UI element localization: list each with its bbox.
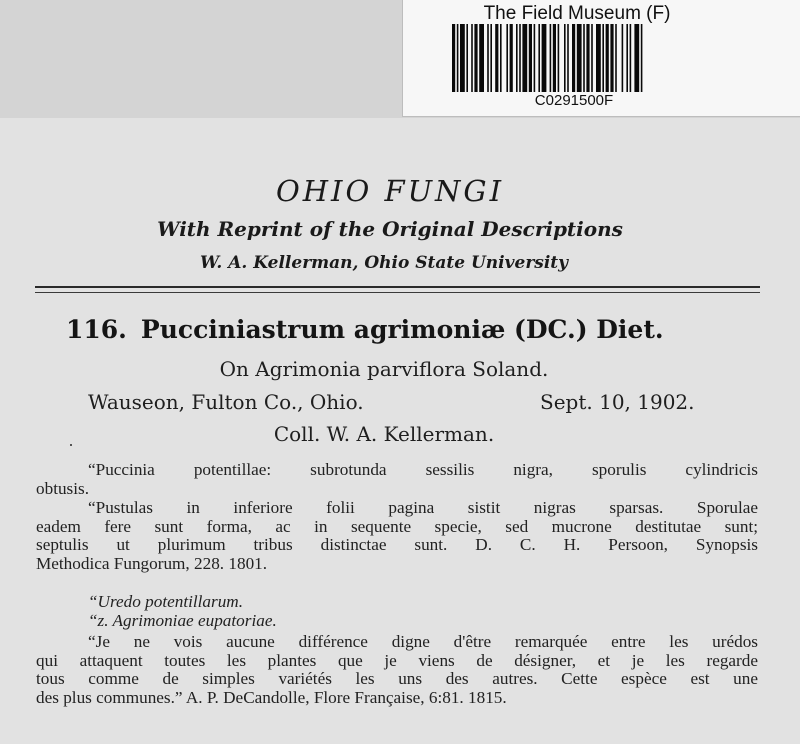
description-paragraph-3 xyxy=(36,593,758,612)
specimen-number: 116. xyxy=(66,315,127,344)
institution-name: The Field Museum (F) xyxy=(483,3,671,24)
description-paragraph-1 xyxy=(36,461,758,498)
collector: Coll. W. A. Kellerman. xyxy=(273,422,495,446)
species-name: Pucciniastrum agrimoniæ (DC.) Diet. xyxy=(140,315,664,344)
text-line: tous comme de simples variétés les uns des autres. Cette espèce est une xyxy=(36,669,758,688)
catalog-number: C0291500F xyxy=(534,92,614,109)
text-line: “Pustulas in inferiore folii pagina sistit nigras sparsas. Sporulae xyxy=(88,498,758,517)
locality: Wauseon, Fulton Co., Ohio. xyxy=(88,390,364,414)
text-line: obtusis. xyxy=(36,478,90,498)
series-subtitle: With Reprint of the Original Descriptions xyxy=(157,217,623,241)
text-line: eadem fere sunt forma, ac in sequente specie, sed mucrone destitutae sunt; xyxy=(36,516,758,536)
species-heading xyxy=(66,315,664,344)
header-rule xyxy=(35,286,760,288)
text-line: “z. Agrimoniae eupatoriae. xyxy=(88,611,277,630)
text-line: “Puccinia potentillae: subrotunda sessilis nigra, sporulis cylindricis xyxy=(88,460,758,479)
text-line: “Je ne vois aucune différence digne d'être remarquée entre les urédos xyxy=(88,632,758,651)
collection-date: Sept. 10, 1902. xyxy=(540,390,695,414)
description-paragraph-4 xyxy=(36,612,758,631)
print-speck xyxy=(70,444,72,446)
text-line: septulis ut plurimum tribus distinctae sunt. D. C. H. Persoon, Synopsis xyxy=(36,535,758,554)
description-paragraph-5 xyxy=(36,633,758,707)
description-paragraph-2 xyxy=(36,499,758,573)
text-line: qui attaquent toutes les plantes que je viens de désigner, et je les regarde xyxy=(36,650,758,670)
barcode-icon xyxy=(452,24,708,92)
text-line: Methodica Fungorum, 228. 1801. xyxy=(36,553,268,573)
header-rule-thin xyxy=(35,292,760,293)
host-plant: On Agrimonia parviflora Soland. xyxy=(219,357,549,381)
text-line: “Uredo potentillarum. xyxy=(88,592,244,611)
series-author: W. A. Kellerman, Ohio State University xyxy=(199,253,569,273)
text-line: des plus communes.” A. P. DeCandolle, Flore Française, 6:81. 1815. xyxy=(36,687,507,707)
series-title: OHIO FUNGI xyxy=(275,174,505,208)
